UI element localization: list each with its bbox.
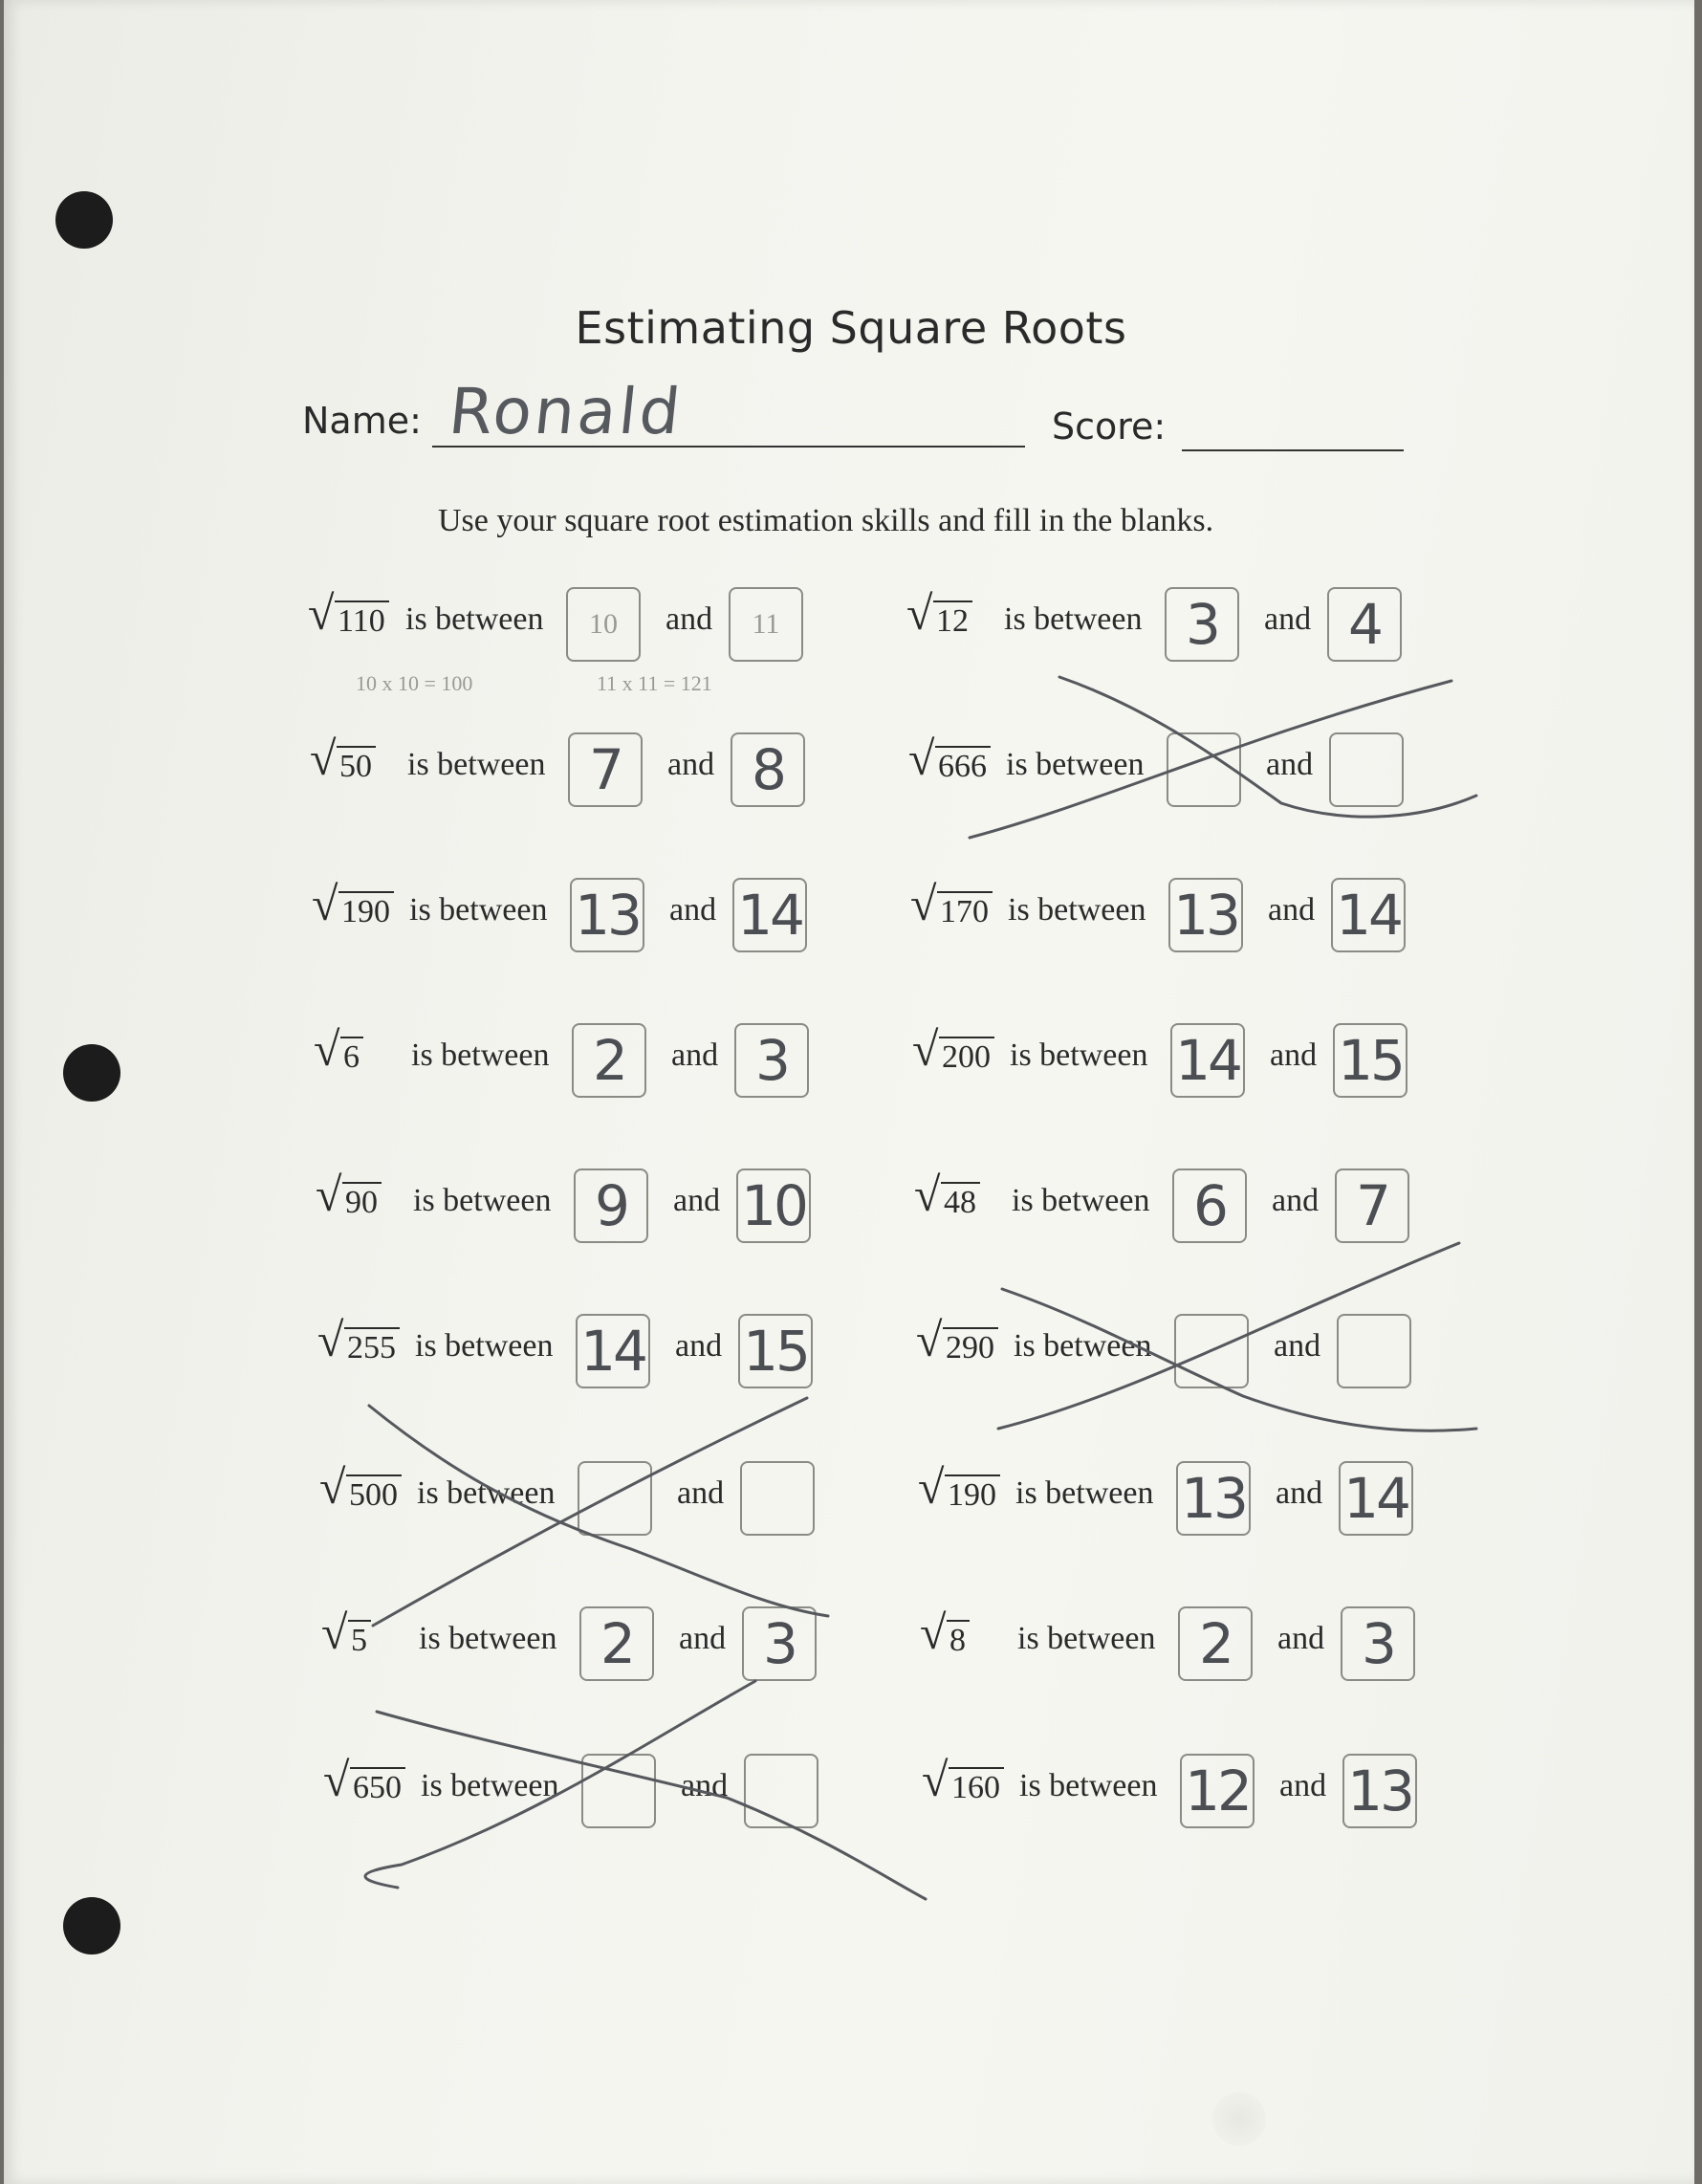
is-between-label: is between [1006, 747, 1145, 782]
radicand: 50 [337, 746, 376, 784]
is-between-label: is between [413, 1183, 552, 1218]
problem-14 [918, 1461, 1425, 1538]
lower-bound-box[interactable]: 6 [1172, 1168, 1247, 1243]
is-between-label: is between [421, 1768, 559, 1803]
is-between-label: is between [405, 601, 544, 637]
lower-bound-box[interactable]: 13 [570, 878, 644, 952]
upper-bound-box[interactable] [740, 1461, 815, 1536]
score-label: Score: [1052, 405, 1167, 448]
example-hint-low: 10 x 10 = 100 [356, 671, 473, 695]
radicand: 190 [338, 891, 394, 929]
and-label: and [1274, 1328, 1321, 1364]
radicand: 48 [941, 1182, 980, 1220]
upper-bound-box[interactable]: 3 [742, 1606, 817, 1681]
radical-sign: √ [310, 732, 337, 785]
radical-sign: √ [908, 732, 935, 785]
is-between-label: is between [419, 1621, 557, 1656]
radicand: 666 [935, 746, 991, 784]
punch-hole-bottom [63, 1897, 120, 1955]
upper-bound-box[interactable]: 3 [734, 1023, 809, 1098]
radicand: 255 [344, 1327, 400, 1365]
lower-bound-box[interactable]: 10 [566, 587, 641, 662]
and-label: and [675, 1328, 723, 1364]
and-label: and [1268, 892, 1316, 928]
radicand: 190 [945, 1474, 1000, 1513]
problem-17 [323, 1754, 830, 1830]
and-label: and [1279, 1768, 1327, 1803]
is-between-label: is between [417, 1475, 556, 1511]
lower-bound-box[interactable]: 2 [572, 1023, 646, 1098]
radicand: 5 [348, 1620, 371, 1658]
and-label: and [673, 1183, 721, 1218]
name-value[interactable]: Ronald [445, 375, 687, 448]
and-label: and [667, 747, 715, 782]
upper-bound-box[interactable]: 11 [729, 587, 803, 662]
upper-bound-box[interactable]: 13 [1342, 1754, 1417, 1828]
problem-11 [317, 1314, 824, 1390]
and-label: and [1277, 1621, 1325, 1656]
radical-sign: √ [319, 1460, 346, 1514]
and-label: and [1270, 1037, 1318, 1073]
and-label: and [1272, 1183, 1320, 1218]
radicand: 6 [340, 1037, 363, 1075]
lower-bound-box[interactable]: 14 [1170, 1023, 1245, 1098]
and-label: and [671, 1037, 719, 1073]
upper-bound-box[interactable] [744, 1754, 818, 1828]
problem-8 [912, 1023, 1419, 1100]
lower-bound-box[interactable] [1174, 1314, 1249, 1388]
paper-smudge [1212, 2092, 1266, 2146]
is-between-label: is between [1012, 1183, 1150, 1218]
and-label: and [679, 1621, 727, 1656]
is-between-label: is between [407, 747, 546, 782]
lower-bound-box[interactable]: 3 [1165, 587, 1239, 662]
problem-13 [319, 1461, 826, 1538]
and-label: and [1264, 601, 1312, 637]
and-label: and [1276, 1475, 1323, 1511]
upper-bound-box[interactable]: 8 [731, 732, 805, 807]
problem-3 [310, 732, 817, 809]
lower-bound-box[interactable]: 14 [576, 1314, 650, 1388]
radical-sign: √ [316, 1168, 342, 1221]
radicand: 110 [335, 601, 389, 639]
problem-15 [321, 1606, 828, 1683]
problem-1 [308, 587, 815, 664]
score-line[interactable] [1182, 449, 1404, 451]
name-label: Name: [302, 400, 422, 442]
problem-4 [908, 732, 1415, 809]
and-label: and [681, 1768, 729, 1803]
upper-bound-box[interactable]: 10 [736, 1168, 811, 1243]
radical-sign: √ [314, 1022, 340, 1076]
lower-bound-box[interactable]: 2 [1178, 1606, 1253, 1681]
upper-bound-box[interactable]: 15 [1333, 1023, 1407, 1098]
radicand: 200 [939, 1037, 994, 1075]
is-between-label: is between [415, 1328, 554, 1364]
problem-12 [916, 1314, 1423, 1390]
upper-bound-box[interactable]: 15 [738, 1314, 813, 1388]
lower-bound-box[interactable]: 2 [579, 1606, 654, 1681]
radical-sign: √ [914, 1168, 941, 1221]
radicand: 8 [947, 1620, 970, 1658]
radicand: 650 [350, 1767, 405, 1805]
lower-bound-box[interactable] [581, 1754, 656, 1828]
problem-18 [922, 1754, 1429, 1830]
and-label: and [669, 892, 717, 928]
lower-bound-box[interactable]: 12 [1180, 1754, 1255, 1828]
radicand: 290 [943, 1327, 998, 1365]
lower-bound-box[interactable]: 13 [1168, 878, 1243, 952]
is-between-label: is between [1010, 1037, 1148, 1073]
name-line [432, 446, 1025, 448]
upper-bound-box[interactable]: 14 [1339, 1461, 1413, 1536]
radical-sign: √ [912, 1022, 939, 1076]
is-between-label: is between [1014, 1328, 1152, 1364]
lower-bound-box[interactable]: 7 [568, 732, 643, 807]
is-between-label: is between [411, 1037, 550, 1073]
radical-sign: √ [916, 1313, 943, 1366]
radicand: 90 [342, 1182, 382, 1220]
problem-9 [316, 1168, 822, 1245]
radical-sign: √ [920, 1605, 947, 1659]
radical-sign: √ [922, 1753, 949, 1806]
punch-hole-middle [63, 1044, 120, 1102]
upper-bound-box[interactable]: 7 [1335, 1168, 1409, 1243]
lower-bound-box[interactable]: 9 [574, 1168, 648, 1243]
instructions: Use your square root estimation skills and fill in the blanks. [438, 503, 1214, 538]
radical-sign: √ [910, 877, 937, 930]
lower-bound-box[interactable] [1167, 732, 1241, 807]
radicand: 500 [346, 1474, 402, 1513]
is-between-label: is between [1019, 1768, 1158, 1803]
is-between-label: is between [1004, 601, 1143, 637]
punch-hole-top [55, 191, 113, 249]
and-label: and [1266, 747, 1314, 782]
upper-bound-box[interactable]: 4 [1327, 587, 1402, 662]
problem-10 [914, 1168, 1421, 1245]
problem-7 [314, 1023, 820, 1100]
radical-sign: √ [323, 1753, 350, 1806]
upper-bound-box[interactable]: 14 [1331, 878, 1406, 952]
upper-bound-box[interactable] [1329, 732, 1404, 807]
problem-16 [920, 1606, 1427, 1683]
is-between-label: is between [1017, 1621, 1156, 1656]
and-label: and [677, 1475, 725, 1511]
example-hint-high: 11 x 11 = 121 [597, 671, 712, 695]
problem-6 [910, 878, 1417, 954]
radical-sign: √ [317, 1313, 344, 1366]
worksheet-title: Estimating Square Roots [575, 302, 1127, 354]
problem-2 [906, 587, 1413, 664]
radical-sign: √ [321, 1605, 348, 1659]
upper-bound-box[interactable]: 3 [1341, 1606, 1415, 1681]
is-between-label: is between [409, 892, 548, 928]
is-between-label: is between [1015, 1475, 1154, 1511]
lower-bound-box[interactable]: 13 [1176, 1461, 1251, 1536]
upper-bound-box[interactable] [1337, 1314, 1411, 1388]
radicand: 170 [937, 891, 993, 929]
lower-bound-box[interactable] [578, 1461, 652, 1536]
radicand: 160 [949, 1767, 1004, 1805]
upper-bound-box[interactable]: 14 [732, 878, 807, 952]
radical-sign: √ [918, 1460, 945, 1514]
radical-sign: √ [312, 877, 338, 930]
radical-sign: √ [906, 586, 933, 640]
radicand: 12 [933, 601, 972, 639]
radical-sign: √ [308, 586, 335, 640]
is-between-label: is between [1008, 892, 1146, 928]
and-label: and [666, 601, 713, 637]
problem-5 [312, 878, 818, 954]
